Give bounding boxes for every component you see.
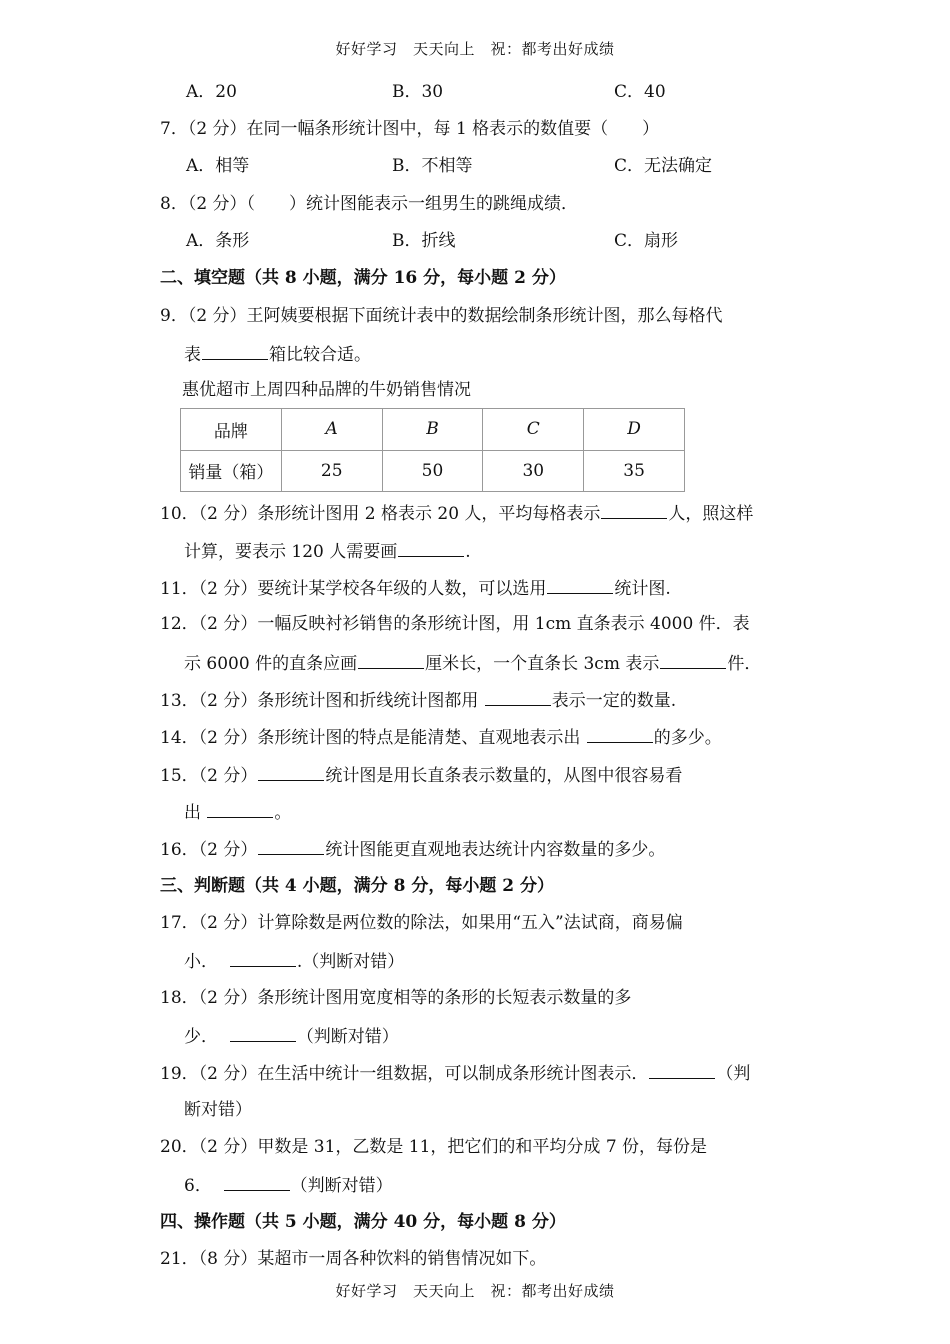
q16-text-a: 16．（2 分）	[160, 840, 258, 860]
question-18-line2	[184, 1023, 399, 1049]
answer-blank[interactable]	[485, 687, 551, 706]
question-13	[160, 687, 676, 713]
question-19-line1	[160, 1060, 750, 1086]
q11-text-a: 11．（2 分）要统计某学校各年级的人数，可以选用	[160, 579, 547, 599]
question-21: 21．（8 分）某超市一周各种饮料的销售情况如下。	[160, 1249, 547, 1269]
question-15-line2	[184, 799, 291, 825]
milk-sales-table	[180, 408, 685, 492]
answer-blank[interactable]	[202, 341, 268, 360]
section-operation-title: 四、操作题（共 5 小题，满分 40 分，每小题 8 分）	[160, 1212, 566, 1232]
table-cell: 30	[483, 450, 584, 492]
table-cell: 品牌	[181, 409, 282, 451]
q8-option-c: C．扇形	[614, 231, 679, 251]
question-9-line1: 9．（2 分）王阿姨要根据下面统计表中的数据绘制条形统计图，那么每格代	[160, 306, 723, 326]
q14-text-b: 的多少。	[653, 728, 722, 748]
section-fill-in-title: 二、填空题（共 8 小题，满分 16 分，每小题 2 分）	[160, 268, 566, 288]
answer-blank[interactable]	[230, 1023, 296, 1042]
q14-text-a: 14．（2 分）条形统计图的特点是能清楚、直观地表示出	[160, 728, 586, 748]
question-16	[160, 836, 665, 862]
table-cell: A	[281, 409, 382, 451]
question-10-line2	[184, 538, 471, 564]
q15-text-d: 。	[274, 803, 292, 823]
question-20-line1: 20．（2 分）甲数是 31，乙数是 11，把它们的和平均分成 7 份，每份是	[160, 1137, 708, 1157]
q13-text-a: 13．（2 分）条形统计图和折线统计图都用	[160, 691, 484, 711]
answer-blank[interactable]	[224, 1172, 290, 1191]
answer-blank[interactable]	[649, 1060, 715, 1079]
q10-text-b: 人，照这样	[668, 504, 754, 524]
answer-blank[interactable]	[230, 948, 296, 967]
q16-text-b: 统计图能更直观地表达统计内容数量的多少。	[325, 840, 666, 860]
q6-option-b: B．30	[392, 82, 444, 102]
q7-option-a: A．相等	[186, 156, 250, 176]
q7-option-b: B．不相等	[392, 156, 473, 176]
answer-blank[interactable]	[398, 538, 464, 557]
question-12-line2	[184, 650, 761, 676]
question-17-line2	[184, 948, 404, 974]
answer-blank[interactable]	[660, 650, 726, 669]
q6-option-c: C．40	[614, 82, 666, 102]
table-header-row	[181, 409, 685, 451]
question-9-line2	[184, 341, 371, 367]
question-19-line2: 断对错）	[184, 1100, 252, 1120]
q9-text-a: 表	[184, 345, 201, 365]
table-cell: 销量（箱）	[181, 450, 282, 492]
question-14	[160, 724, 722, 750]
table-cell: 35	[584, 450, 685, 492]
q12-text-b: 厘米长，一个直条长 3cm 表示	[425, 654, 660, 674]
table-row	[181, 450, 685, 492]
q18-text-b: （判断对错）	[296, 1027, 399, 1047]
question-10-line1	[160, 500, 753, 526]
q19-text-b: （判	[716, 1064, 751, 1084]
table-cell: C	[483, 409, 584, 451]
table-cell: 25	[281, 450, 382, 492]
q9-text-b: 箱比较合适。	[269, 345, 371, 365]
question-8: 8．（2 分）（ ）统计图能表示一组男生的跳绳成绩．	[160, 194, 579, 214]
question-15-line1	[160, 762, 682, 788]
q19-text-a: 19．（2 分）在生活中统计一组数据，可以制成条形统计图表示．	[160, 1064, 649, 1084]
q15-text-a: 15．（2 分）	[160, 766, 258, 786]
q8-option-a: A．条形	[186, 231, 250, 251]
q17-text-a: 小．	[184, 952, 218, 972]
table-cell: D	[584, 409, 685, 451]
q20-text-b: （判断对错）	[290, 1176, 393, 1196]
q10-text-d: .	[465, 542, 471, 562]
answer-blank[interactable]	[587, 724, 653, 743]
question-11	[160, 575, 671, 601]
question-18-line1: 18．（2 分）条形统计图用宽度相等的条形的长短表示数量的多	[160, 988, 632, 1008]
q10-text-a: 10．（2 分）条形统计图用 2 格表示 20 人，平均每格表示	[160, 504, 601, 524]
q12-text-a: 示 6000 件的直条应画	[184, 654, 358, 674]
q8-option-b: B．折线	[392, 231, 456, 251]
q15-text-b: 统计图是用长直条表示数量的，从图中很容易看	[325, 766, 683, 786]
q15-text-c: 出	[184, 803, 207, 823]
q17-text-b: .（判断对错）	[296, 952, 405, 972]
table-cell: B	[382, 409, 483, 451]
q20-text-a: 6．	[184, 1176, 212, 1196]
question-7: 7．（2 分）在同一幅条形统计图中，每 1 格表示的数值要（ ）	[160, 119, 660, 139]
page-footer: 好好学习 天天向上 祝：都考出好成绩	[335, 1282, 615, 1300]
q11-text-b: 统计图.	[614, 579, 671, 599]
q6-option-a: A．20	[186, 82, 237, 102]
question-17-line1: 17．（2 分）计算除数是两位数的除法，如果用“五入”法试商，商易偏	[160, 913, 683, 933]
answer-blank[interactable]	[258, 762, 324, 781]
q13-text-b: 表示一定的数量.	[551, 691, 677, 711]
table-caption: 惠优超市上周四种品牌的牛奶销售情况	[182, 380, 471, 400]
q7-option-c: C．无法确定	[614, 156, 713, 176]
question-12-line1: 12．（2 分）一幅反映衬衫销售的条形统计图，用 1cm 直条表示 4000 件．表	[160, 614, 750, 634]
answer-blank[interactable]	[258, 836, 324, 855]
q18-text-a: 少．	[184, 1027, 218, 1047]
answer-blank[interactable]	[207, 799, 273, 818]
section-judge-title: 三、判断题（共 4 小题，满分 8 分，每小题 2 分）	[160, 876, 554, 896]
q10-text-c: 计算，要表示 120 人需要画	[184, 542, 398, 562]
page-header: 好好学习 天天向上 祝：都考出好成绩	[335, 40, 615, 58]
answer-blank[interactable]	[547, 575, 613, 594]
q12-text-c: 件．	[727, 654, 762, 674]
answer-blank[interactable]	[358, 650, 424, 669]
table-cell: 50	[382, 450, 483, 492]
question-20-line2	[184, 1172, 393, 1198]
answer-blank[interactable]	[601, 500, 667, 519]
